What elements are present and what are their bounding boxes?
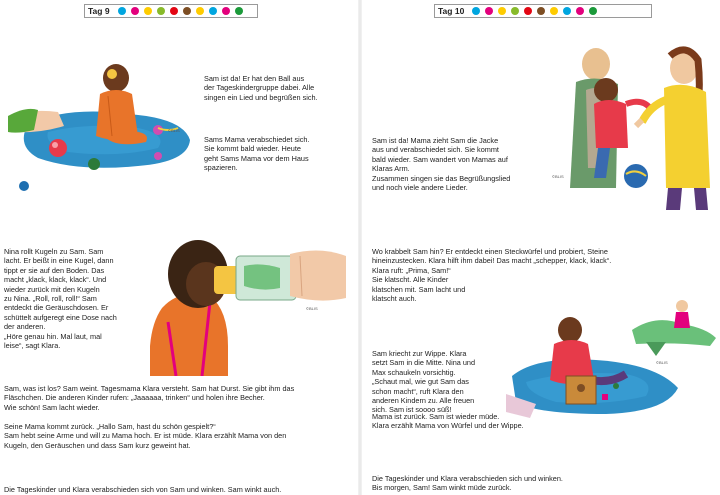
day-header-right (434, 4, 652, 18)
day-label: Tag 9 (88, 6, 110, 16)
day-label: Tag 10 (438, 6, 465, 16)
paragraph-nina-rolls-balls: Nina rollt Kugeln zu Sam. Sam lacht. Er beißt in eine Kugel, dann tippt er sie auf den Boden. Das macht „klack, klack, klack“. Und wieder zurück mit den Kugeln zu Nina. „Roll, roll, roll!“ Sam entdeckt die Geräuschdosen. Er schüttelt aufgeregt eine Dose nach der anderen. „Höre genau hin. Mal laut, mal leise“, sagt Klara. (4, 247, 117, 351)
paragraph-mama-goodbye: Sams Mama verabschiedet sich. Sie kommt bald wieder. Heute geht Sams Mama vor dem Haus spazieren. (204, 135, 310, 173)
color-dot (170, 7, 178, 15)
color-dot (209, 7, 217, 15)
color-dot (131, 7, 139, 15)
color-dot (589, 7, 597, 15)
illustration-credit-2: ©BLIS (306, 306, 318, 311)
illustration-sam-drinking (140, 226, 352, 376)
color-dot (524, 7, 532, 15)
illustration-sam-shape-sorter (506, 284, 718, 424)
paragraph-sam-thirsty: Sam, was ist los? Sam weint. Tagesmama Klara versteht. Sam hat Durst. Sie gibt ihm das Fläschchen. Die anderen Kinder rufen: „Jaaaaaa, trinken“ und holen ihre Becher. Wie schön! Sam lacht wieder. (4, 384, 295, 412)
color-dot (472, 7, 480, 15)
color-dot (485, 7, 493, 15)
color-dot (550, 7, 558, 15)
day-color-dots (472, 7, 597, 15)
illustration-credit-4: ©BLIS (656, 360, 668, 365)
paragraph-bis-morgen: Die Tageskinder und Klara verabschieden sich und winken. Bis morgen, Sam! Sam winkt müde zurück. (372, 474, 563, 493)
day-color-dots (118, 7, 243, 15)
color-dot (118, 7, 126, 15)
illustration-credit-3: ©BLIS (552, 174, 564, 179)
illustration-mama-hands-sam-to-klara (546, 38, 718, 214)
color-dot (576, 7, 584, 15)
illustration-credit: ©BLIS (168, 128, 180, 133)
illustration-sam-on-mat (8, 36, 200, 206)
color-dot (563, 7, 571, 15)
color-dot (144, 7, 152, 15)
color-dot (157, 7, 165, 15)
day-header-left (84, 4, 258, 18)
color-dot (183, 7, 191, 15)
color-dot (222, 7, 230, 15)
paragraph-steckwuerfel: Wo krabbelt Sam hin? Er entdeckt einen Steckwürfel und probiert, Steine hineinzustecken. Klara hilft ihm dabei! Das macht „schepper, klack, klack“. Klara ruft: „Prima, Sam!“ Sie klatscht. Alle Kinder klatschen mit. Sam lacht und klatscht auch. (372, 247, 612, 304)
paragraph-farewell: Die Tageskinder und Klara verabschieden sich von Sam und winken. Sam winkt auch. (4, 485, 282, 494)
paragraph-wippe: Sam kriecht zur Wippe. Klara setzt Sam in die Mitte. Nina und Max schaukeln vorsichtig. „Schaut mal, wie gut Sam das schon macht“, ruft Klara den anderen Kindern zu. Alle freuen sich. Sam ist soooo süß! (372, 349, 476, 415)
color-dot (498, 7, 506, 15)
paragraph-greeting: Sam ist da! Er hat den Ball aus der Tageskindergruppe dabei. Alle singen ein Lied und begrüßen sich. (204, 74, 318, 102)
color-dot (235, 7, 243, 15)
color-dot (196, 7, 204, 15)
paragraph-sam-arrives: Sam ist da! Mama zieht Sam die Jacke aus und verabschiedet sich. Sie kommt bald wieder. Sam wandert von Mamas auf Klaras Arm. Zusammen singen sie das Begrüßungslied und noch viele andere Lieder. (372, 136, 511, 193)
right-page-day-10 (360, 0, 720, 495)
paragraph-mama-zurueck: Mama ist zurück. Sam ist wieder müde. Klara erzählt Mama von Würfel und der Wippe. (372, 412, 524, 431)
color-dot (537, 7, 545, 15)
color-dot (511, 7, 519, 15)
paragraph-mama-returns: Seine Mama kommt zurück. „Hallo Sam, hast du schön gespielt?“ Sam hebt seine Arme und will zu Mama hoch. Er ist müde. Klara erzählt Mama von den Kugeln, den Geräuschen und dass Sam kurz geweint hat. (4, 422, 287, 450)
